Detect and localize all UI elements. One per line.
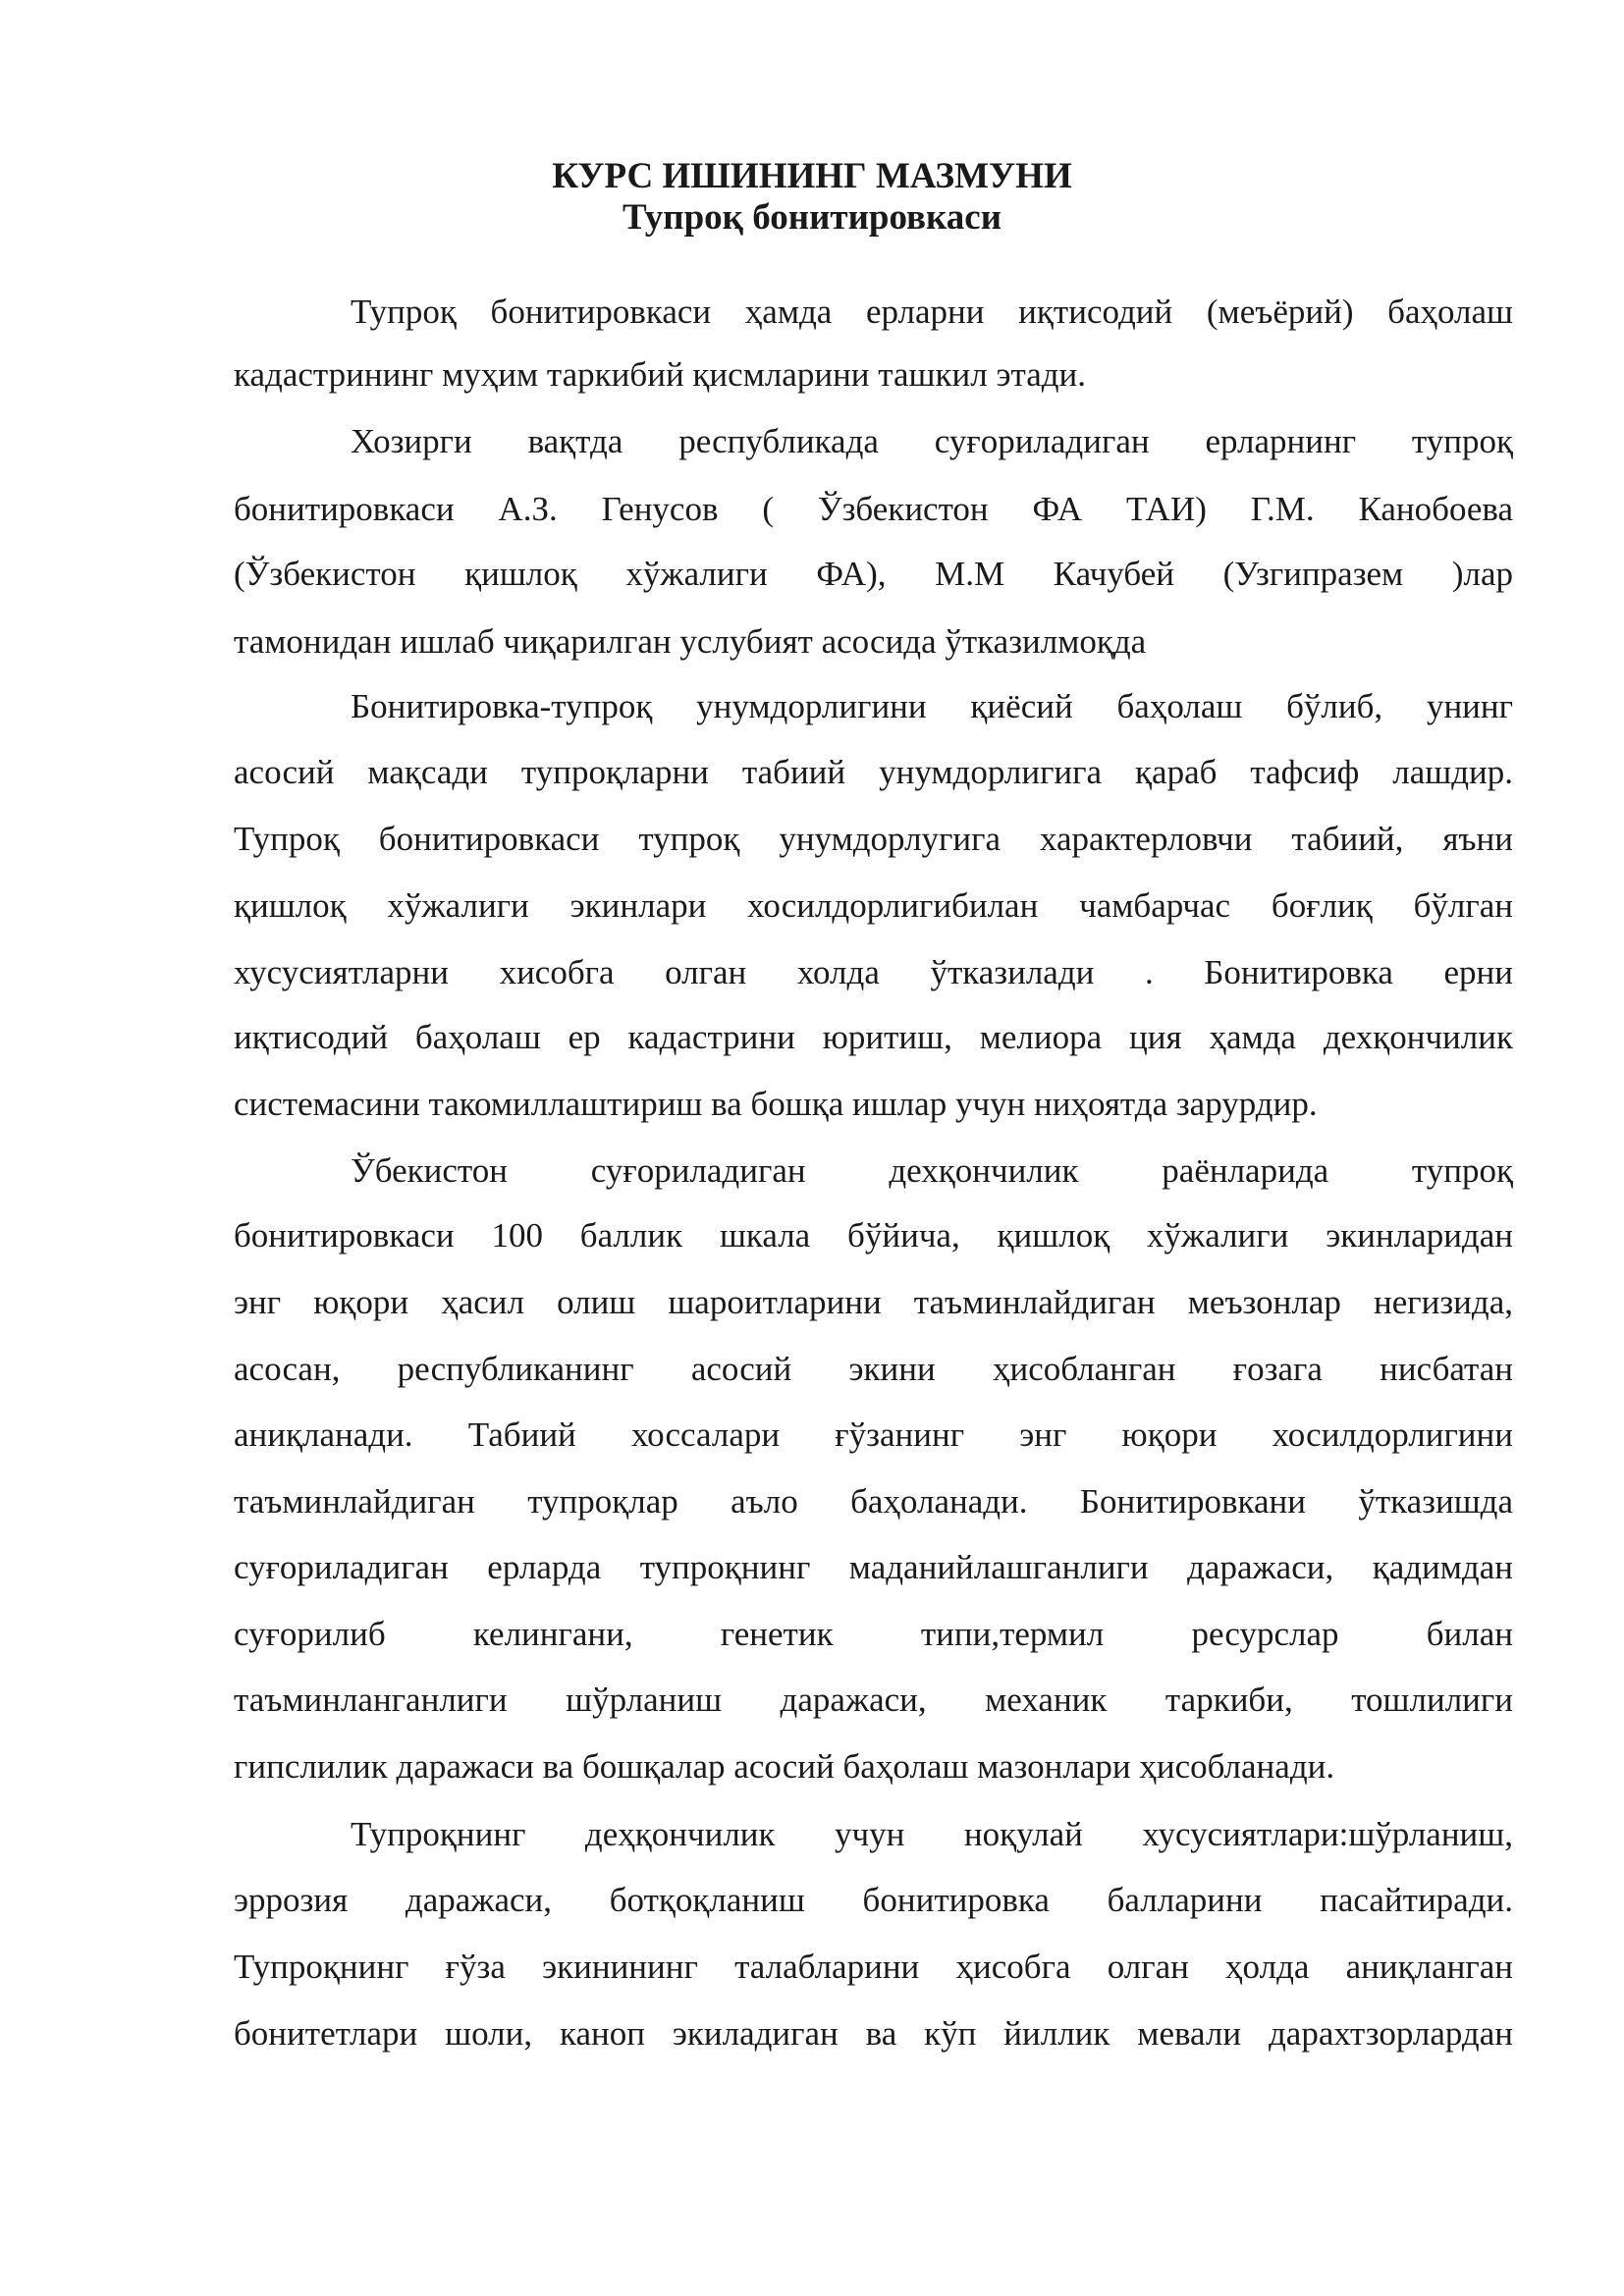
paragraph-line: аниқланади. Табиий хоссалари ғўзанинг энг юқори хосилдорлигини xyxy=(234,1415,1513,1454)
paragraph-line: Тупроқ бонитировкаси ҳамда ерларни иқтисодий (меъёрий) баҳолаш xyxy=(351,293,1513,331)
paragraph-line: Бонитировка-тупроқ унумдорлигини қиёсий баҳолаш бўлиб, унинг xyxy=(351,687,1513,725)
paragraph-line: асосий мақсади тупроқларни табиий унумдорлигига қараб тафсиф лашдир. xyxy=(234,753,1513,791)
paragraph-line: Тупроқ бонитировкаси тупроқ унумдорлугига характерловчи табиий, яъни xyxy=(234,820,1513,858)
paragraph-line: гипслилик даражаси ва бошқалар асосий баҳолаш мазонлари ҳисобланади. xyxy=(234,1747,1335,1786)
document-subtitle: Тупроқ бонитировкаси xyxy=(622,197,1002,238)
paragraph-line: кадастрининг муҳим таркибий қисмларини ташкил этади. xyxy=(234,355,1087,394)
paragraph-line: суғориладиган ерларда тупроқнинг маданийлашганлиги даражаси, қадимдан xyxy=(234,1548,1513,1586)
paragraph-line: қишлоқ хўжалиги экинлари хосилдорлигибилан чамбарчас боғлиқ бўлган xyxy=(234,886,1513,925)
document-title: КУРС ИШИНИНГ МАЗМУНИ xyxy=(552,156,1072,196)
paragraph-line: тамонидан ишлаб чиқарилган услубият асосида ўтказилмоқда xyxy=(234,622,1147,661)
paragraph-line: Тупроқнинг ғўза экинининг талабларини ҳисобга олган ҳолда аниқланган xyxy=(234,1948,1513,1986)
paragraph-line: бонитировкаси 100 баллик шкала бўйича, қишлоқ хўжалиги экинларидан xyxy=(234,1216,1513,1255)
paragraph-line: (Ўзбекистон қишлоқ хўжалиги ФА), М.М Качубей (Узгипразем )лар xyxy=(234,555,1513,593)
paragraph-line: Ўбекистон суғориладиган дехқончилик раёнларида тупроқ xyxy=(351,1151,1513,1190)
paragraph-line: суғорилиб келингани, генетик типи,термил ресурслар билан xyxy=(234,1615,1513,1653)
paragraph-line: таъминланганлиги шўрланиш даражаси, механик таркиби, тошлилиги xyxy=(234,1681,1513,1719)
paragraph-line: таъминлайдиган тупроқлар аъло баҳоланади. Бонитировкани ўтказишда xyxy=(234,1482,1513,1521)
paragraph-line: хусусиятларни хисобга олган холда ўтказилади . Бонитировка ерни xyxy=(234,953,1513,991)
paragraph-line: энг юқори ҳасил олиш шароитларини таъминлайдиган меъзонлар негизида, xyxy=(234,1283,1513,1321)
paragraph-line: Тупроқнинг деҳқончилик учун ноқулай хусусиятлари:шўрланиш, xyxy=(351,1815,1513,1853)
paragraph-line: системасини такомиллаштириш ва бошқа ишлар учун ниҳоятда зарурдир. xyxy=(234,1085,1318,1123)
paragraph-line: иқтисодий баҳолаш ер кадастрини юритиш, мелиора ция ҳамда дехқончилик xyxy=(234,1018,1513,1056)
paragraph-line: бонитетлари шоли, каноп экиладиган ва кўп йиллик мевали дарахтзорлардан xyxy=(234,2014,1513,2053)
paragraph-line: Хозирги вақтда республикада суғориладиган ерларнинг тупроқ xyxy=(351,422,1513,460)
paragraph-line: эррозия даражаси, ботқоқланиш бонитировка балларини пасайтиради. xyxy=(234,1881,1513,1919)
paragraph-line: асосан, республиканинг асосий экини ҳисобланган ғозага нисбатан xyxy=(234,1350,1513,1388)
paragraph-line: бонитировкаси А.З. Генусов ( Ўзбекистон ФА ТАИ) Г.М. Канобоева xyxy=(234,490,1513,528)
